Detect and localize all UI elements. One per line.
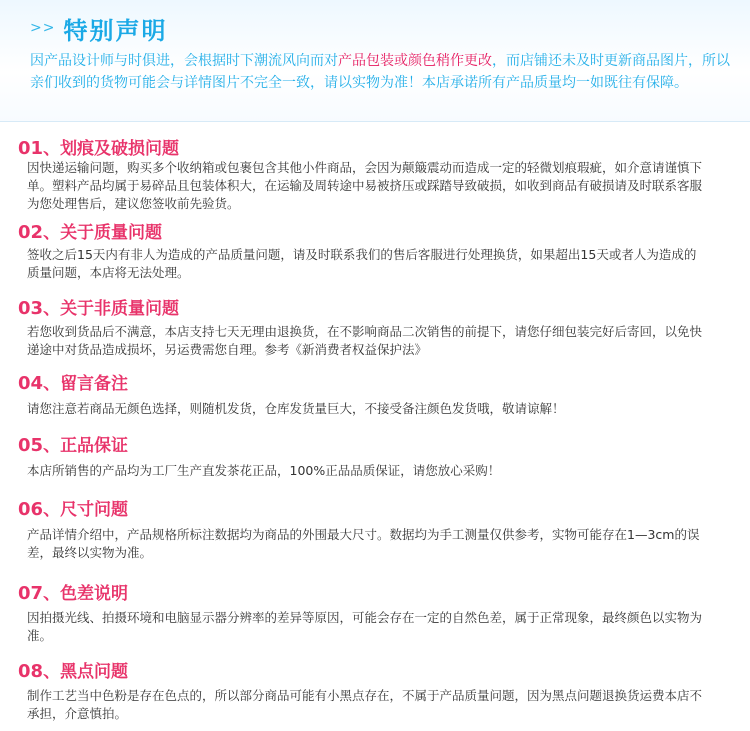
section-title	[18, 369, 128, 394]
section-title-text: 色差说明	[60, 584, 129, 604]
banner-text	[30, 50, 730, 94]
section-title	[18, 657, 128, 682]
banner-header	[30, 10, 167, 46]
section-title-text: 正品保证	[60, 436, 129, 456]
section-separator: 、	[43, 584, 61, 604]
section-number: 06	[18, 499, 44, 520]
section-number: 07	[18, 583, 44, 604]
section-title	[18, 431, 128, 456]
section-title-text: 关于非质量问题	[60, 299, 180, 319]
special-notice-banner	[0, 0, 750, 122]
section-separator: 、	[43, 139, 61, 159]
section-number: 08	[18, 661, 44, 682]
section-number: 03	[18, 298, 44, 319]
section-separator: 、	[43, 374, 61, 394]
section-body: 因拍摄光线、拍摄环境和电脑显示器分辨率的差异等原因，可能会存在一定的自然色差，属于正常现象，最终颜色以实物为准。	[27, 610, 703, 643]
section-number: 04	[18, 373, 44, 394]
section-body: 请您注意若商品无颜色选择，则随机发货，仓库发货量巨大，不接受备注颜色发货哦，敬请谅解！	[27, 401, 565, 416]
section-title-text: 关于质量问题	[60, 223, 163, 243]
section-number: 05	[18, 435, 44, 456]
section-separator: 、	[43, 299, 61, 319]
section-title	[18, 134, 179, 159]
banner-title: 特别声明	[63, 16, 168, 45]
banner-text-highlight: 产品包装或颜色稍作更改	[338, 53, 492, 69]
section-number: 02	[18, 222, 44, 243]
section-body: 产品详情介绍中，产品规格所标注数据均为商品的外围最大尺寸。数据均为手工测量仅供参考，实物可能存在1—3cm的误差，最终以实物为准。	[27, 527, 700, 560]
section-separator: 、	[43, 500, 61, 520]
section-title	[18, 218, 162, 243]
section-title-text: 划痕及破损问题	[60, 139, 180, 159]
section-number: 01	[18, 138, 44, 159]
section-body: 制作工艺当中色粉是存在色点的，所以部分商品可能有小黑点存在，不属于产品质量问题，因为黑点问题退换货运费本店不承担，介意慎拍。	[27, 688, 703, 721]
section-title-text: 留言备注	[60, 374, 129, 394]
section-body: 因快递运输问题，购买多个收纳箱或包裹包含其他小件商品，会因为颠簸震动而造成一定的轻微划痕瑕疵，如介意请谨慎下单。塑料产品均属于易碎品且包装体积大，在运输及周转途中易被挤压或踩踏导致破损，如收到商品有破损请及时联系客服为您处理售后，建议您签收前先验货。	[27, 160, 703, 211]
section-title	[18, 495, 128, 520]
section-separator: 、	[43, 436, 61, 456]
banner-text-part-1: 因产品设计师与时俱进，会根据时下潮流风向而对	[30, 53, 338, 69]
section-body: 签收之后15天内有非人为造成的产品质量问题，请及时联系我们的售后客服进行处理换货，如果超出15天或者人为造成的质量问题，本店将无法处理。	[27, 247, 697, 280]
banner-text-part-2: ，而店铺还未及时更新商品图片，所以亲们收到的货物可能会与详情图片不完全一致，请以实物为准！本店承诺所有产品质量均一如既往有保障。	[30, 53, 730, 91]
section-title-text: 黑点问题	[60, 662, 129, 682]
section-title-text: 尺寸问题	[60, 500, 129, 520]
section-body: 本店所销售的产品均为工厂生产直发茶花正品，100%正品品质保证，请您放心采购！	[27, 463, 501, 478]
section-title	[18, 294, 179, 319]
section-body: 若您收到货品后不满意，本店支持七天无理由退换货，在不影响商品二次销售的前提下，请您仔细包装完好后寄回，以免快递途中对货品造成损坏，另运费需您自理。参考《新消费者权益保护法》	[27, 324, 703, 357]
section-separator: 、	[43, 662, 61, 682]
section-separator: 、	[43, 223, 61, 243]
double-arrow-icon: >>	[30, 20, 56, 36]
section-title	[18, 579, 128, 604]
